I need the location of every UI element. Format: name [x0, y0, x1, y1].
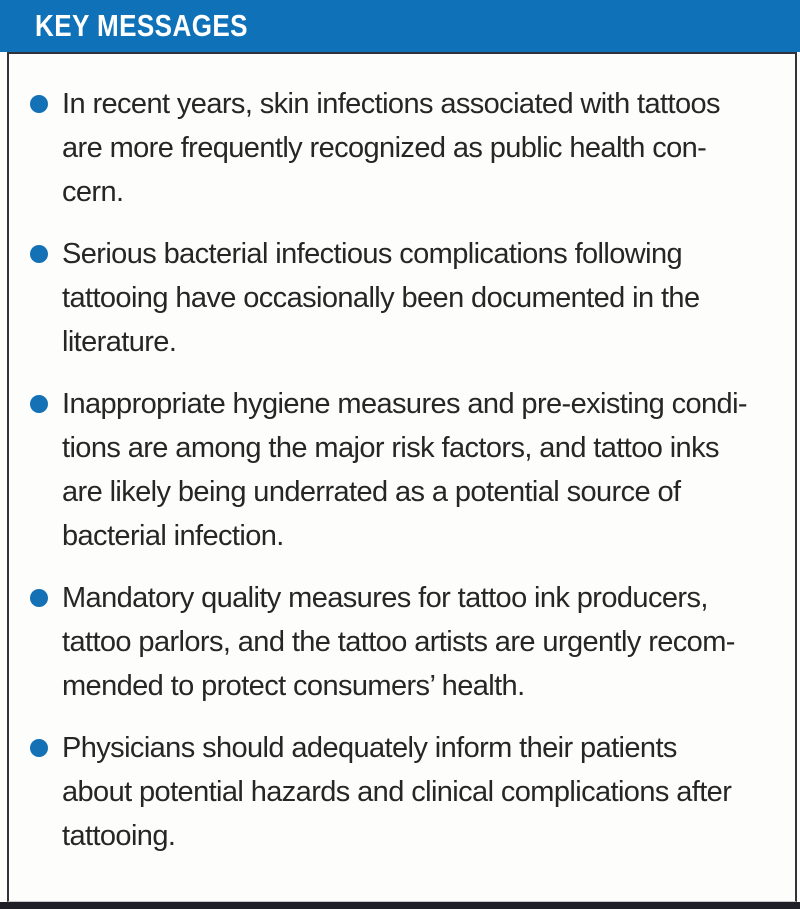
bullet-icon	[30, 395, 48, 413]
message-text	[62, 726, 731, 858]
key-messages-header	[0, 0, 800, 52]
message-line: about potential hazards and clinical complications after	[62, 776, 732, 808]
message-line: Inappropriate hygiene measures and pre-existing condi-	[62, 388, 747, 420]
message-line: Mandatory quality measures for tattoo ink producers,	[62, 582, 708, 614]
message-line: Serious bacterial infectious complications following	[62, 238, 683, 270]
message-line: In recent years, skin infections associated with tattoos	[62, 88, 720, 120]
list-item	[30, 382, 787, 558]
messages-list	[9, 54, 795, 858]
message-line: bacterial infection.	[62, 520, 284, 552]
message-line: Physicians should adequately inform their patients	[62, 732, 677, 764]
message-line: mended to protect consumers’ health.	[62, 670, 525, 702]
message-text	[62, 232, 699, 364]
message-line: are likely being underrated as a potential source of	[62, 476, 681, 508]
list-item	[30, 726, 787, 858]
message-text	[62, 576, 735, 708]
key-messages-body	[7, 52, 797, 902]
message-line: tattooing have occasionally been documented in the	[62, 282, 700, 314]
message-line: tions are among the major risk factors, and tattoo inks	[62, 432, 719, 464]
message-line: are more frequently recognized as public health con-	[62, 132, 707, 164]
page-title: KEY MESSAGES	[35, 8, 248, 43]
message-line: tattooing.	[62, 820, 176, 852]
message-text	[62, 82, 720, 214]
bullet-icon	[30, 245, 48, 263]
list-item	[30, 82, 787, 214]
message-text	[62, 382, 747, 558]
message-line: cern.	[62, 176, 124, 208]
bullet-icon	[30, 739, 48, 757]
message-line: literature.	[62, 326, 177, 358]
bullet-icon	[30, 589, 48, 607]
list-item	[30, 576, 787, 708]
message-line: tattoo parlors, and the tattoo artists are urgently recom-	[62, 626, 735, 658]
bullet-icon	[30, 95, 48, 113]
list-item	[30, 232, 787, 364]
bottom-edge-bar	[0, 902, 800, 909]
